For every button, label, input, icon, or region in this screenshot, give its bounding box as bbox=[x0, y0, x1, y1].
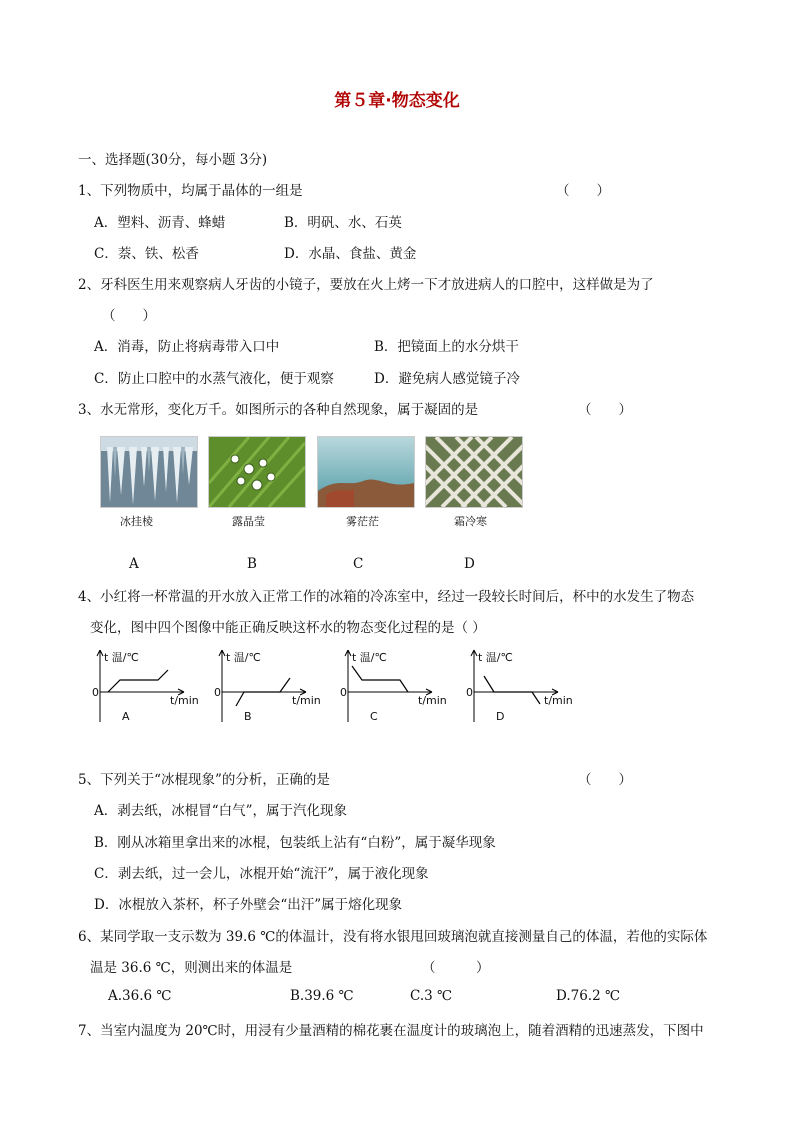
q6-stem-line1: 6、某同学取一支示数为 39.6 ℃的体温计，没有将水银甩回玻璃泡就直接测量自己的体温，若他的实际体 bbox=[78, 929, 708, 945]
q5-option-b: B．刚从冰箱里拿出来的冰棍，包装纸上沾有“白粉”，属于凝华现象 bbox=[94, 835, 496, 851]
q3-letter-c: C bbox=[353, 556, 364, 572]
q3-letter-d: D bbox=[464, 556, 475, 572]
q3-letter-b: B bbox=[247, 556, 257, 572]
photo-caption-c: 雾茫茫 bbox=[346, 515, 379, 528]
page-title: 第５章·物态变化 bbox=[334, 91, 460, 111]
graph-d-letter: D bbox=[496, 710, 505, 723]
frost-mesh-photo bbox=[425, 436, 523, 508]
graph-c-letter: C bbox=[370, 710, 378, 723]
q4-stem-line2: 变化，图中四个图像中能正确反映这杯水的物态变化过程的是（ ） bbox=[90, 620, 486, 636]
photo-caption-d: 霜冷寒 bbox=[454, 515, 487, 528]
q5-option-d: D．冰棍放入茶杯，杯子外壁会“出汗”属于熔化现象 bbox=[94, 897, 403, 913]
q5-option-a: A．剥去纸，冰棍冒“白气”，属于汽化现象 bbox=[94, 803, 348, 819]
q2-answer-paren: （ ） bbox=[102, 308, 156, 324]
q6-answer-paren: （ ） bbox=[422, 960, 490, 976]
photo-caption-b: 露晶莹 bbox=[232, 515, 265, 528]
graph-d-ylabel: t 温/℃ bbox=[478, 651, 513, 664]
q5-option-c: C．剥去纸，过一会儿，冰棍开始“流汗”，属于液化现象 bbox=[94, 866, 429, 882]
q6-option-b: B.39.6 ℃ bbox=[290, 988, 354, 1004]
q1-option-d: D．水晶、食盐、黄金 bbox=[284, 246, 417, 262]
section-heading: 一、选择题(30分，每小题 3分) bbox=[78, 152, 268, 168]
q5-answer-paren: （ ） bbox=[578, 772, 632, 788]
q1-answer-paren: （ ） bbox=[556, 183, 610, 199]
q2-stem: 2、牙科医生用来观察病人牙齿的小镜子，要放在火上烤一下才放进病人的口腔中，这样做是为了 bbox=[78, 277, 654, 293]
icicle-photo bbox=[100, 436, 198, 508]
graph-b-letter: B bbox=[244, 710, 252, 723]
q6-option-d: D.76.2 ℃ bbox=[556, 988, 621, 1004]
graph-a-letter: A bbox=[122, 710, 130, 723]
q1-stem: 1、下列物质中，均属于晶体的一组是 bbox=[78, 183, 303, 199]
q7-stem: 7、当室内温度为 20℃时，用浸有少量酒精的棉花裹在温度计的玻璃泡上，随着酒精的迅速蒸发，下图中 bbox=[78, 1023, 704, 1039]
q6-option-a: A.36.6 ℃ bbox=[108, 988, 172, 1004]
photo-caption-a: 冰挂棱 bbox=[120, 515, 153, 528]
graph-c-ylabel: t 温/℃ bbox=[352, 651, 387, 664]
q3-answer-paren: （ ） bbox=[578, 402, 632, 418]
graph-c-origin: 0 bbox=[340, 686, 347, 699]
q4-stem-line1: 4、小红将一杯常温的开水放入正常工作的冰箱的冷冻室中，经过一段较长时间后，杯中的水发生了物态 bbox=[78, 589, 695, 605]
q2-option-b: B．把镜面上的水分烘干 bbox=[374, 339, 519, 355]
q6-stem-line2: 温是 36.6 ℃，则测出来的体温是 bbox=[90, 960, 293, 976]
q2-option-d: D．避免病人感觉镜子冷 bbox=[374, 371, 520, 387]
graph-a-xlabel: t/min bbox=[170, 694, 199, 707]
graph-b-ylabel: t 温/℃ bbox=[226, 651, 261, 664]
q1-option-a: A．塑料、沥青、蜂蜡 bbox=[94, 215, 226, 231]
q2-option-a: A．消毒，防止将病毒带入口中 bbox=[94, 339, 280, 355]
graph-a-ylabel: t 温/℃ bbox=[104, 651, 139, 664]
graph-a-origin: 0 bbox=[92, 686, 99, 699]
graph-d-xlabel: t/min bbox=[544, 694, 573, 707]
q3-letter-a: A bbox=[129, 556, 139, 572]
graph-c-xlabel: t/min bbox=[418, 694, 447, 707]
graph-b-xlabel: t/min bbox=[292, 694, 321, 707]
q1-option-c: C．萘、铁、松香 bbox=[94, 246, 199, 262]
q1-option-b: B．明矾、水、石英 bbox=[284, 215, 402, 231]
q5-stem: 5、下列关于“冰棍现象”的分析，正确的是 bbox=[78, 772, 330, 788]
graph-b-origin: 0 bbox=[214, 686, 221, 699]
dew-leaf-photo bbox=[208, 436, 306, 508]
fog-photo bbox=[317, 436, 415, 508]
q6-option-c: C.3 ℃ bbox=[410, 988, 453, 1004]
graph-d-origin: 0 bbox=[466, 686, 473, 699]
q3-stem: 3、水无常形，变化万千。如图所示的各种自然现象，属于凝固的是 bbox=[78, 402, 479, 418]
q2-option-c: C．防止口腔中的水蒸气液化，便于观察 bbox=[94, 371, 334, 387]
